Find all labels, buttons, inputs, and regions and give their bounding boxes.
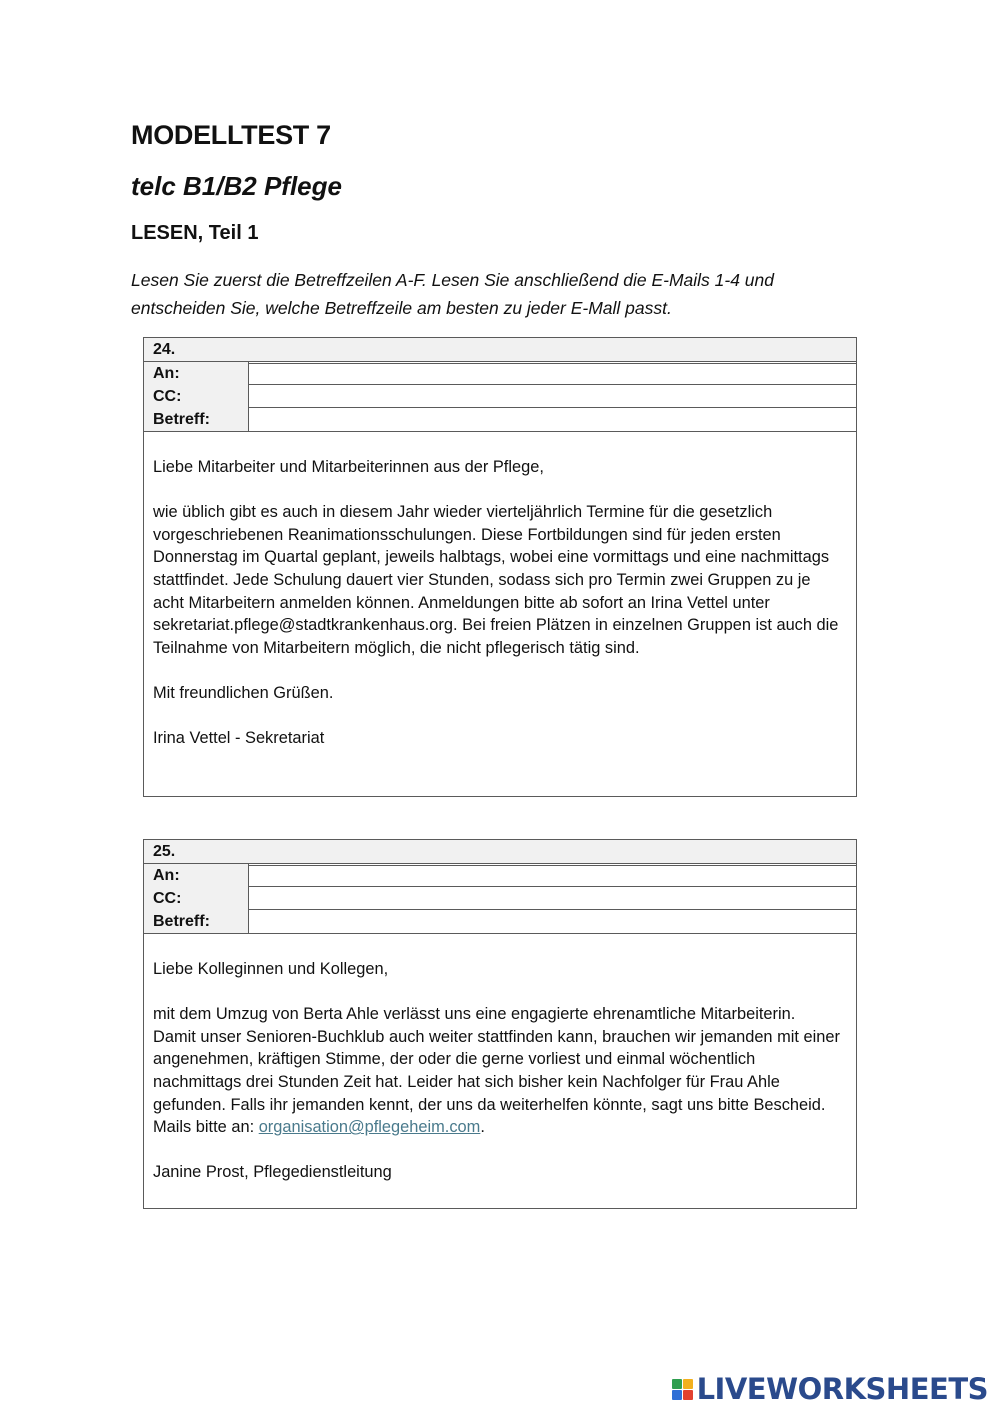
section-heading: LESEN, Teil 1 [131, 222, 259, 244]
email-text: wie üblich gibt es auch in diesem Jahr wieder vierteljährlich Termine für die gesetzlich vorgeschriebenen Reanimationsschulungen. Diese Fortbildungen sind für jeden ersten Donnerstag im Quartal geplant, jeweils halbtags, wobei eine vormittags und eine nachmittags stattfindet. Jede Schulung dauert vier Stunden, sodass sich pro Termin zwei Gruppen zu je acht Mitarbeitern anmelden können. Anmeldungen bitte ab sofort an Irina Vettel unter sekretariat.pflege@stadtkrankenhaus.org. Bei freien Plätzen in einzelnen Gruppen ist auch die Teilnahme von Mitarbeitern möglich, die nicht pflegerisch tätig sind. [153, 503, 839, 657]
subject-row [144, 910, 856, 934]
email-text [153, 1003, 840, 1139]
to-field[interactable] [249, 363, 856, 385]
subject-field[interactable] [249, 408, 856, 431]
cc-row [144, 887, 856, 910]
email-closing: Mit freundlichen Grüßen. [153, 683, 334, 702]
email-card-24 [143, 337, 857, 797]
logo-text: LIVEWORKSHEETS [696, 1372, 988, 1406]
email-number: 25. [144, 840, 856, 864]
cc-field[interactable] [249, 887, 856, 910]
subject-label: Betreff: [144, 408, 249, 431]
page-subtitle: telc B1/B2 Pflege [131, 171, 342, 201]
email-link[interactable]: organisation@pflegeheim.com [258, 1118, 481, 1137]
logo-square-1 [672, 1379, 682, 1389]
email-number: 24. [144, 338, 856, 362]
cc-row [144, 385, 856, 408]
logo-square-3 [672, 1390, 682, 1400]
email-signature: Janine Prost, Pflegedienstleitung [153, 1163, 392, 1182]
email-body [144, 432, 856, 750]
email-text-content: mit dem Umzug von Berta Ahle verlässt uns eine engagierte ehrenamtliche Mitarbeiterin. Damit unser Senioren-Buchklub auch weiter stattfinden kann, brauchen wir jemanden mit einer angenehmen, kräftigen Stimme, der oder die gerne vorliest und einmal wöchentlich nachmittags drei Stunden Zeit hat. Leider hat sich bisher kein Nachfolger für Frau Ahle gefunden. Falls ihr jemanden kennt, der uns da weiterhelfen könnte, sagt uns bitte Bescheid. Mails bitte an: [153, 1005, 840, 1137]
to-label: An: [144, 864, 249, 887]
email-card-25 [143, 839, 857, 1209]
cc-field[interactable] [249, 385, 856, 408]
logo-mark-icon [672, 1379, 693, 1400]
email-signature: Irina Vettel - Sekretariat [153, 729, 325, 748]
to-label: An: [144, 362, 249, 385]
link-suffix: . [480, 1118, 485, 1137]
to-row [144, 864, 856, 887]
page-title: MODELLTEST 7 [131, 120, 331, 150]
instructions: Lesen Sie zuerst die Betreffzeilen A-F. Lesen Sie anschließend die E-Mails 1-4 und entscheiden Sie, welche Betreffzeile am besten zu jeder E-Mall passt. [131, 270, 774, 318]
to-field[interactable] [249, 865, 856, 887]
liveworksheets-logo [672, 1372, 988, 1406]
subject-row [144, 408, 856, 432]
cc-label: CC: [144, 385, 249, 408]
email-body [144, 934, 856, 1184]
cc-label: CC: [144, 887, 249, 910]
logo-square-2 [683, 1379, 693, 1389]
to-row [144, 362, 856, 385]
email-greeting: Liebe Mitarbeiter und Mitarbeiterinnen aus der Pflege, [153, 458, 544, 476]
logo-square-4 [683, 1390, 693, 1400]
subject-label: Betreff: [144, 910, 249, 933]
email-greeting: Liebe Kolleginnen und Kollegen, [153, 960, 389, 978]
subject-field[interactable] [249, 910, 856, 933]
